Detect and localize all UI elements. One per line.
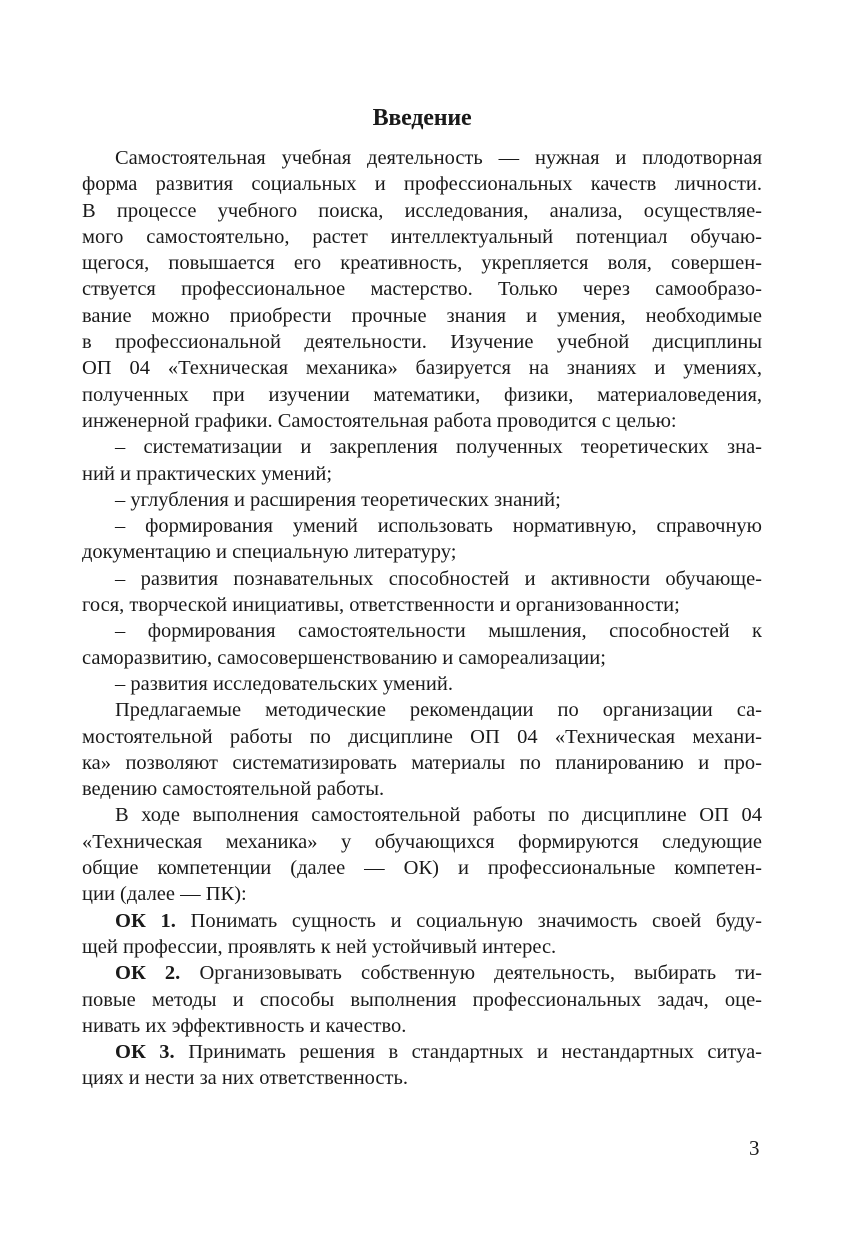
competency-line: [82, 908, 762, 934]
text-line: в профессиональной деятельности. Изучение учебной дисциплины: [82, 331, 762, 354]
text-line: мостоятельной работы по дисциплине ОП 04 «Техническая механи-: [82, 725, 762, 748]
text-line: ведению самостоятельной работы.: [82, 778, 385, 801]
body-text: [82, 145, 762, 1092]
competency-text: Организовывать собственную деятельность, выбирать ти-: [199, 962, 762, 985]
text-line: документацию и специальную литературу;: [82, 541, 457, 564]
text-line: ка» позволяют систематизировать материалы по планированию и про-: [82, 751, 762, 774]
text-line: – формирования умений использовать нормативную, справочную: [115, 515, 762, 538]
competency-text: Принимать решения в стандартных и нестандартных ситуа-: [188, 1041, 762, 1064]
text-line: ний и практических умений;: [82, 462, 333, 485]
competency-line: [82, 1039, 762, 1065]
text-line: В ходе выполнения самостоятельной работы по дисциплине ОП 04: [115, 804, 762, 827]
page-title: Введение: [372, 105, 472, 131]
text-line: – развития познавательных способностей и активности обучающе-: [115, 567, 762, 590]
competency-continuation: нивать их эффективность и качество.: [82, 1014, 407, 1037]
text-line: щегося, повышается его креативность, укрепляется воля, совершен-: [82, 252, 762, 275]
text-line: – развития исследовательских умений.: [115, 672, 453, 695]
text-line: ОП 04 «Техническая механика» базируется на знаниях и умениях,: [82, 357, 762, 380]
text-line: гося, творческой инициативы, ответственности и организованности;: [82, 594, 680, 617]
text-line: – систематизации и закрепления полученных теоретических зна-: [115, 436, 762, 459]
text-line: полученных при изучении математики, физики, материаловедения,: [82, 383, 762, 406]
competency-continuation: повые методы и способы выполнения профессиональных задач, оце-: [82, 988, 762, 1011]
text-line: – углубления и расширения теоретических знаний;: [115, 488, 561, 511]
text-line: Предлагаемые методические рекомендации по организации са-: [115, 699, 762, 722]
text-line: саморазвитию, самосовершенствованию и самореализации;: [82, 646, 606, 669]
text-line: инженерной графики. Самостоятельная работа проводится с целью:: [82, 409, 677, 432]
text-line: мого самостоятельно, растет интеллектуальный потенциал обучаю-: [82, 225, 762, 248]
page-number: 3: [749, 1136, 760, 1160]
text-line: Самостоятельная учебная деятельность — нужная и плодотворная: [115, 147, 762, 169]
competency-code: ОК 3.: [115, 1041, 175, 1064]
text-line: вание можно приобрести прочные знания и умения, необходимые: [82, 304, 762, 327]
text-line: В процессе учебного поиска, исследования, анализа, осуществляе-: [82, 199, 762, 222]
competency-continuation: циях и нести за них ответственность.: [82, 1067, 408, 1090]
text-line: ствуется профессиональное мастерство. Только через самообразо-: [82, 278, 762, 301]
page-content: [82, 100, 762, 1092]
text-line: форма развития социальных и профессиональных качеств личности.: [82, 173, 762, 196]
competency-code: ОК 2.: [115, 962, 181, 985]
competency-text: Понимать сущность и социальную значимость своей буду-: [190, 909, 762, 932]
text-line: «Техническая механика» у обучающихся формируются следующие: [82, 830, 762, 853]
competency-continuation: щей профессии, проявлять к ней устойчивый интерес.: [82, 935, 557, 958]
competency-code: ОК 1.: [115, 909, 176, 932]
competency-line: [82, 960, 762, 986]
text-line: ции (далее — ПК):: [82, 883, 247, 906]
text-line: – формирования самостоятельности мышления, способностей к: [115, 620, 762, 643]
text-line: общие компетенции (далее — ОК) и профессиональные компетен-: [82, 857, 762, 880]
